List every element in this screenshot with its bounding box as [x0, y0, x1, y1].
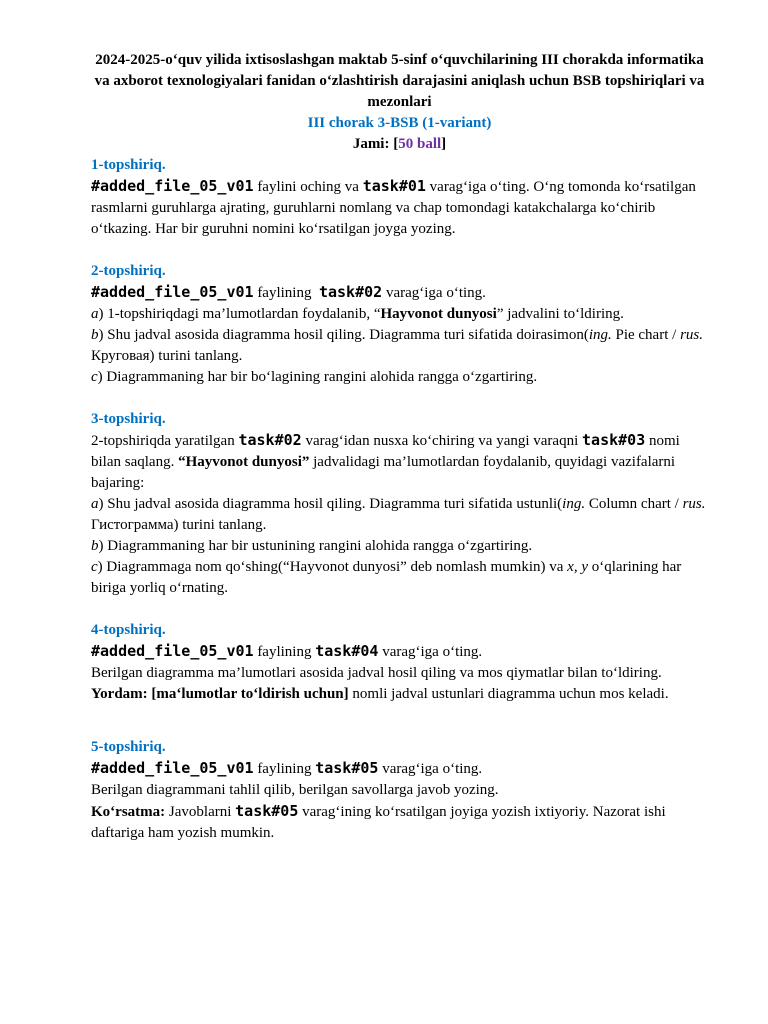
task-1-instruction: [91, 176, 708, 240]
text-span: faylining: [253, 285, 319, 301]
text-span: ing.: [588, 327, 612, 343]
document-header: [91, 50, 708, 155]
sheet-name: task#02: [238, 431, 302, 449]
task-5-title: 5-topshiriq.: [91, 739, 166, 755]
text-span: ing.: [562, 496, 586, 512]
task-5-hint: [91, 801, 708, 844]
text-span: ” jadvalini to‘ldiring.: [496, 306, 624, 322]
text-span: rus.: [682, 496, 706, 512]
text-span: Javoblarni: [165, 804, 236, 820]
text-span: varag‘iga o‘ting.: [382, 285, 486, 301]
sheet-name: task#05: [235, 802, 299, 820]
text-span: faylining: [253, 644, 316, 660]
task-4-hint: [91, 684, 708, 705]
text-span: jadvalidagi ma’lumotlardan foydalanib, quyidagi vazifalarni bajaring:: [91, 454, 676, 491]
task-2-item-c: [91, 367, 708, 388]
file-name: #added_file_05_v01: [91, 177, 254, 195]
text-span: ) 1-topshiriqdagi ma’lumotlardan foydalanib, “: [98, 306, 381, 322]
task-3: [91, 409, 708, 599]
task-2-title: 2-topshiriq.: [91, 263, 166, 279]
text-span: o‘qlarining har biriga yorliq o‘rnating.: [91, 559, 682, 596]
item-marker: b: [91, 538, 99, 554]
task-2-item-b: [91, 325, 708, 367]
item-marker: a: [91, 496, 99, 512]
total-score: [91, 134, 708, 155]
score-bracket-close: ]: [441, 136, 447, 152]
task-1: [91, 155, 708, 240]
variant-label: III chorak 3-BSB (1-variant): [307, 115, 492, 131]
task-4-title: 4-topshiriq.: [91, 622, 166, 638]
text-span: nomli jadval ustunlari diagramma uchun mos keladi.: [348, 686, 669, 702]
text-span: Pie chart /: [611, 327, 681, 343]
text-span: varag‘ining ko‘rsatilgan joyiga yozish ixtiyoriy. Nazorat ishi daftariga ham yozish mumkin.: [91, 804, 666, 841]
text-span: ) Diagrammaning har bir bo‘lagining rangini alohida rangga o‘zgartiring.: [97, 369, 538, 385]
text-span: Круговая) turini tanlang.: [91, 348, 243, 364]
task-3-instruction: [91, 430, 708, 494]
item-marker: c: [91, 369, 98, 385]
text-span: x, y: [567, 559, 588, 575]
text-span: varag‘iga o‘ting. O‘ng tomonda ko‘rsatilgan rasmlarni guruhlarga ajrating, guruhlarni nomlang va chap tomondagi katakchalarga ko‘chirib o‘tkazing. Har bir guruhni nomini ko‘rsatilgan joyga yozing.: [91, 179, 696, 237]
item-marker: b: [91, 327, 99, 343]
task-3-item-b: [91, 536, 708, 557]
task-4: [91, 620, 708, 705]
score-bracket-open: [: [393, 136, 399, 152]
task-2-item-a: [91, 304, 708, 325]
task-2: [91, 261, 708, 388]
text-span: ) Shu jadval asosida diagramma hosil qiling. Diagramma turi sifatida ustunli(: [98, 496, 563, 512]
score-value: 50 ball: [398, 136, 442, 152]
text-span: varag‘iga o‘ting.: [378, 761, 483, 777]
text-span: Гистограмма) turini tanlang.: [91, 517, 267, 533]
sheet-name: task#03: [582, 431, 646, 449]
text-span: varag‘iga o‘ting.: [378, 644, 483, 660]
item-marker: c: [91, 559, 98, 575]
sheet-name: task#02: [318, 283, 383, 301]
text-span: Column chart /: [585, 496, 683, 512]
text-span: 2-topshiriqda yaratilgan: [91, 433, 239, 449]
text-span: ) Shu jadval asosida diagramma hosil qiling. Diagramma turi sifatida doirasimon(: [98, 327, 589, 343]
task-3-title: 3-topshiriq.: [91, 411, 166, 427]
task-1-title: 1-topshiriq.: [91, 157, 166, 173]
hint-label: Ko‘rsatma:: [91, 804, 166, 820]
file-name: #added_file_05_v01: [91, 759, 254, 777]
document-title: 2024-2025-o‘quv yilida ixtisoslashgan maktab 5-sinf o‘quvchilarining III chorakda informatika va axborot texnologiyalari fanidan o‘zlashtirish darajasini aniqlash uchun BSB topshiriqlari va mezonlari: [94, 52, 705, 110]
score-label: Jami:: [352, 136, 394, 152]
task-5-description: Berilgan diagrammani tahlil qilib, berilgan savollarga javob yozing.: [91, 782, 499, 798]
file-name: #added_file_05_v01: [91, 283, 254, 301]
file-name: #added_file_05_v01: [91, 642, 254, 660]
task-4-description: Berilgan diagramma ma’lumotlari asosida jadval hosil qiling va mos qiymatlar bilan to‘ldiring.: [91, 665, 662, 681]
text-span: ) Diagrammaning har bir ustunining rangini alohida rangga o‘zgartiring.: [98, 538, 533, 554]
sheet-name: task#05: [315, 759, 379, 777]
task-4-instruction: [91, 641, 708, 663]
task-5: [91, 737, 708, 844]
text-span: ) Diagrammaga nom qo‘shing(“Hayvonot dunyosi” deb nomlash mumkin) va: [97, 559, 568, 575]
text-span: rus.: [680, 327, 703, 343]
task-5-instruction: [91, 758, 708, 780]
task-3-item-c: [91, 557, 708, 599]
text-span: faylini oching va: [253, 179, 363, 195]
task-3-item-a: [91, 494, 708, 536]
table-name: “Hayvonot dunyosi”: [178, 454, 310, 470]
sheet-name: task#01: [362, 177, 426, 195]
item-marker: a: [91, 306, 99, 322]
text-span: nomi bilan saqlang.: [91, 433, 680, 470]
text-span: faylining: [253, 761, 316, 777]
text-span: varag‘idan nusxa ko‘chiring va yangi varaqni: [301, 433, 583, 449]
task-2-instruction: [91, 282, 708, 304]
table-name: Hayvonot dunyosi: [380, 306, 497, 322]
sheet-name: task#04: [315, 642, 379, 660]
hint-label: Yordam: [ma‘lumotlar to‘ldirish uchun]: [91, 686, 349, 702]
